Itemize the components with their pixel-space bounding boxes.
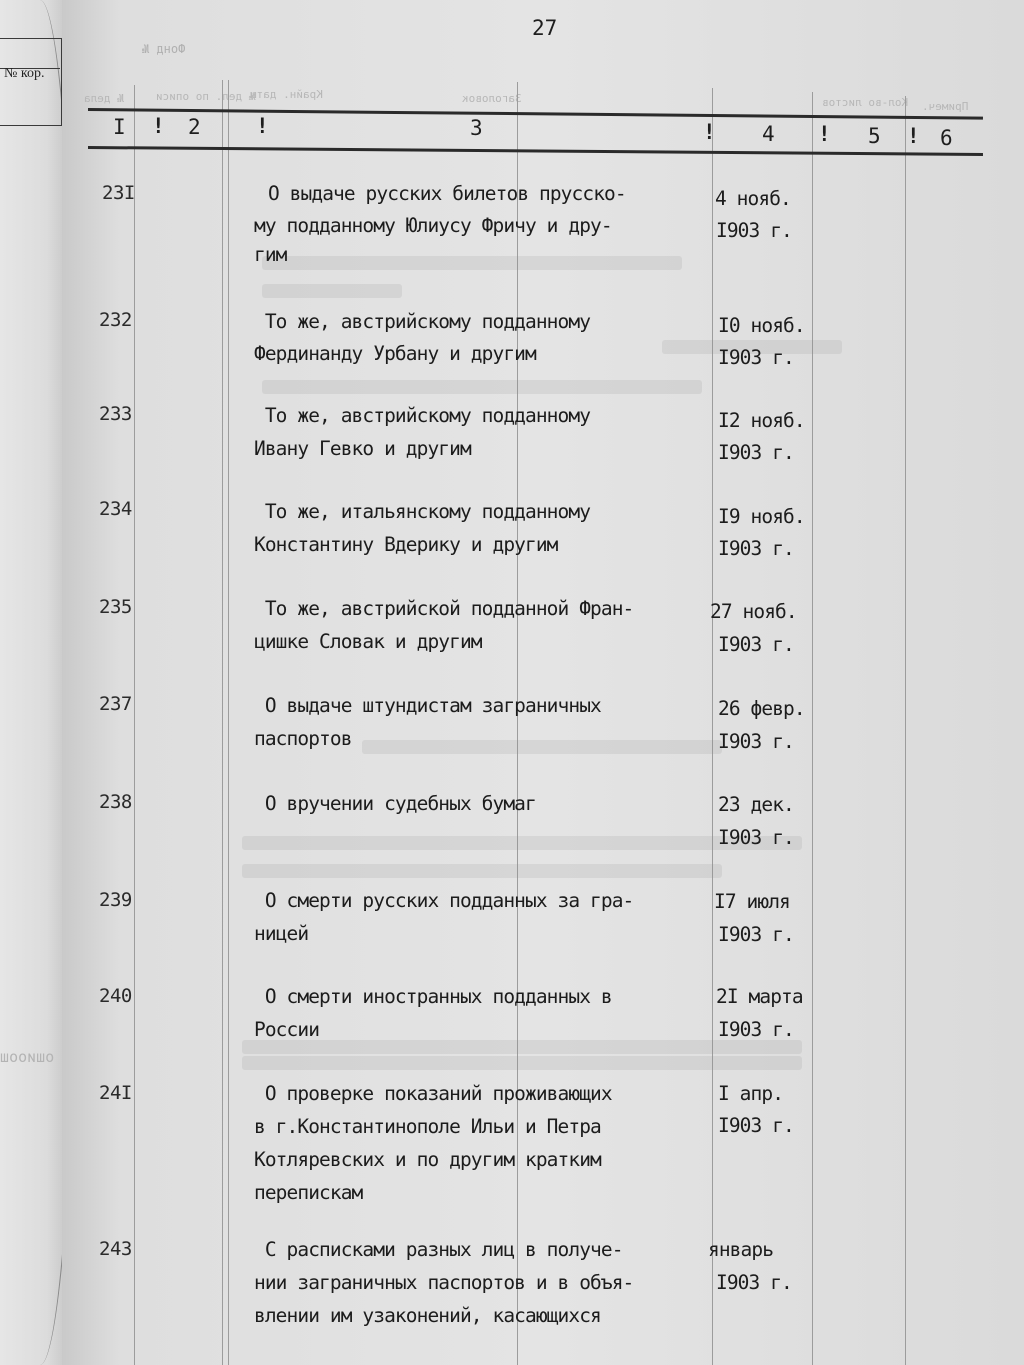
entry-date: 26 февр. xyxy=(718,697,805,720)
entry-title-line: ницей xyxy=(254,922,309,945)
bleed-through-word: ошиоош xyxy=(0,1048,55,1066)
entry-title-line: О выдаче русских билетов прусско- xyxy=(268,182,626,205)
entry-date: I903 г. xyxy=(718,1114,794,1137)
entry-date: I903 г. xyxy=(718,537,794,560)
column-number: 2 xyxy=(188,115,201,139)
entry-title-line: То же, итальянскому подданному xyxy=(254,500,591,523)
entry-number: 238 xyxy=(99,791,132,813)
column-line xyxy=(905,96,906,1365)
entry-number: 24I xyxy=(99,1082,132,1104)
entry-title-line: То же, австрийскому подданному xyxy=(254,310,591,333)
box-number-label: № кор. xyxy=(4,66,45,81)
column-line xyxy=(228,80,229,1365)
entry-date: I903 г. xyxy=(718,826,794,849)
entry-date: I903 г. xyxy=(716,219,792,242)
entry-title-line: Фердинанду Урбану и другим xyxy=(254,342,536,365)
entry-number: 232 xyxy=(99,309,132,331)
entry-title-line: О смерти русских подданных за гра- xyxy=(254,889,634,912)
entry-title-line: Котляревских и по другим кратким xyxy=(254,1148,601,1171)
entry-title-line: С расписками разных лиц в получе- xyxy=(254,1238,623,1261)
entry-title-line: О смерти иностранных подданных в xyxy=(254,985,612,1008)
entry-title-line: перепискам xyxy=(254,1181,363,1204)
entry-title-line: Константину Вдерику и другим xyxy=(254,533,558,556)
column-separator: ! xyxy=(152,114,165,138)
column-number: 5 xyxy=(868,124,881,148)
bleed-through xyxy=(242,1040,802,1054)
entry-title-line: О выдаче штундистам заграничных xyxy=(254,694,601,717)
entry-date: I903 г. xyxy=(718,441,794,464)
column-line xyxy=(812,92,813,1365)
bleed-through xyxy=(242,864,722,878)
entry-title-line: О вручении судебных бумаг xyxy=(254,792,536,815)
entry-date: I903 г. xyxy=(718,346,794,369)
bleed-through-corner-label: Фонд № xyxy=(142,42,186,56)
entry-title-line: То же, австрийской подданной Фран- xyxy=(254,597,634,620)
page-number: 27 xyxy=(532,16,558,40)
entry-date: I903 г. xyxy=(716,1271,792,1294)
bleed-through xyxy=(262,380,702,394)
left-page-box xyxy=(0,38,62,126)
column-separator: ! xyxy=(256,114,269,138)
entry-date: I903 г. xyxy=(718,1018,794,1041)
entry-date: 23 дек. xyxy=(718,793,794,816)
entry-title-line: цишке Словак и другим xyxy=(254,630,482,653)
entry-title-line: То же, австрийскому подданному xyxy=(254,404,591,427)
column-number: 4 xyxy=(762,122,775,146)
entry-date: I903 г. xyxy=(718,923,794,946)
entry-date: I0 нояб. xyxy=(718,314,805,337)
ghost-header-label: Крайн. даты xyxy=(250,88,323,101)
entry-date: I апр. xyxy=(718,1082,784,1105)
column-line xyxy=(134,85,135,1365)
column-separator: ! xyxy=(818,122,831,146)
entry-date: I9 нояб. xyxy=(718,505,805,528)
bleed-through xyxy=(362,740,722,754)
ghost-header-label: № дел. по описи xyxy=(156,90,256,103)
entry-date: I903 г. xyxy=(718,730,794,753)
column-line xyxy=(517,82,518,1365)
column-separator: ! xyxy=(907,124,920,148)
entry-date: I7 июля xyxy=(714,890,790,913)
entry-number: 23I xyxy=(102,182,135,204)
entry-number: 243 xyxy=(99,1238,132,1260)
entry-title-line: гим xyxy=(254,243,287,266)
bleed-through xyxy=(262,256,682,270)
bleed-through xyxy=(262,284,402,298)
column-number: I xyxy=(113,115,126,139)
entry-title-line: му подданному Юлиусу Фричу и дру- xyxy=(254,214,612,237)
entry-date: I903 г. xyxy=(718,633,794,656)
entry-number: 233 xyxy=(99,403,132,425)
column-number: 3 xyxy=(470,116,483,140)
entry-number: 239 xyxy=(99,889,132,911)
column-line xyxy=(222,80,223,1365)
ghost-header-label: Кол-во листов xyxy=(822,96,909,109)
ghost-header-label: Заголовок xyxy=(462,92,522,105)
column-line xyxy=(712,88,713,1365)
entry-title-line: О проверке показаний проживающих xyxy=(254,1082,612,1105)
column-number: 6 xyxy=(940,126,953,150)
entry-number: 235 xyxy=(99,596,132,618)
ghost-header-label: № дела xyxy=(84,92,124,105)
entry-title-line: России xyxy=(254,1018,320,1041)
ghost-header-label: Примеч. xyxy=(922,100,969,113)
entry-number: 240 xyxy=(99,985,132,1007)
entry-number: 237 xyxy=(99,693,132,715)
entry-title-line: в г.Константинополе Ильи и Петра xyxy=(254,1115,601,1138)
entry-title-line: нии заграничных паспортов и в объя- xyxy=(254,1271,634,1294)
entry-date: 2I марта xyxy=(716,985,803,1008)
entry-title-line: влении им узаконений, касающихся xyxy=(254,1304,601,1327)
entry-date: 27 нояб. xyxy=(710,600,797,623)
entry-title-line: паспортов xyxy=(254,727,352,750)
entry-date: 4 нояб. xyxy=(715,187,791,210)
entry-date: январь xyxy=(708,1238,774,1261)
entry-title-line: Ивану Гевко и другим xyxy=(254,437,471,460)
entry-date: I2 нояб. xyxy=(718,409,805,432)
entry-number: 234 xyxy=(99,498,132,520)
bleed-through xyxy=(242,1056,802,1070)
column-separator: ! xyxy=(703,120,716,144)
